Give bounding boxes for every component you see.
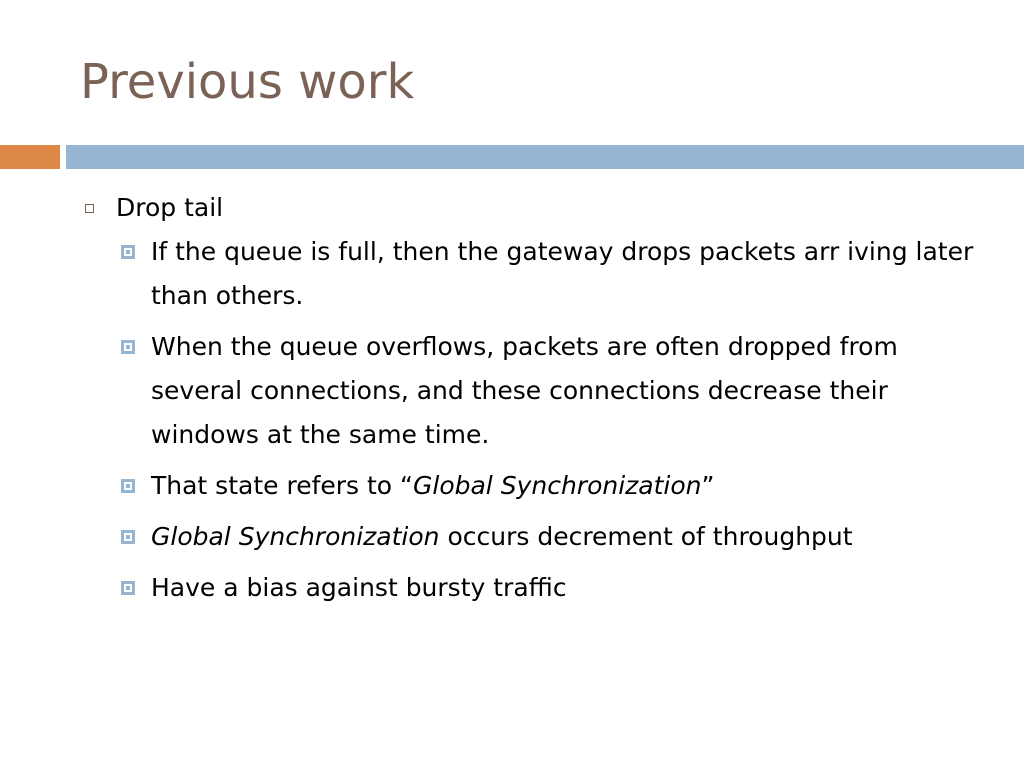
bullet-text-italic: Global Synchronization — [151, 522, 440, 551]
bullet-level2 — [151, 464, 981, 508]
slide-body — [80, 190, 980, 617]
bullet-level1 — [80, 190, 980, 226]
framed-square-icon — [121, 340, 135, 354]
bullet-text — [151, 515, 981, 559]
bullet-level2 — [151, 515, 981, 559]
bullet-text — [151, 464, 981, 508]
bullet-level2 — [151, 325, 981, 457]
bullet-text: When the queue overflows, packets are often dropped from several connections, and these connections decrease their windows at the same time. — [151, 332, 898, 449]
framed-square-icon — [121, 530, 135, 544]
bullet-text-suffix: ” — [701, 471, 715, 500]
bullet-text-suffix: occurs decrement of throughput — [439, 522, 853, 551]
bullet-text-prefix: That state refers to “ — [151, 471, 413, 500]
hollow-square-icon — [85, 204, 94, 213]
framed-square-icon — [121, 581, 135, 595]
bullet-text: If the queue is full, then the gateway drops packets arr iving later than others. — [151, 237, 974, 310]
bullet-level2 — [151, 566, 981, 610]
bullet-text-italic: Global Synchronization — [413, 471, 702, 500]
bullet-text: Have a bias against bursty traffic — [151, 573, 567, 602]
framed-square-icon — [121, 479, 135, 493]
bullet-level2 — [151, 230, 981, 318]
title-underline-band — [66, 145, 1024, 169]
framed-square-icon — [121, 245, 135, 259]
bullet-text: Drop tail — [116, 193, 224, 222]
slide-title: Previous work — [80, 54, 415, 110]
accent-band — [0, 145, 60, 169]
